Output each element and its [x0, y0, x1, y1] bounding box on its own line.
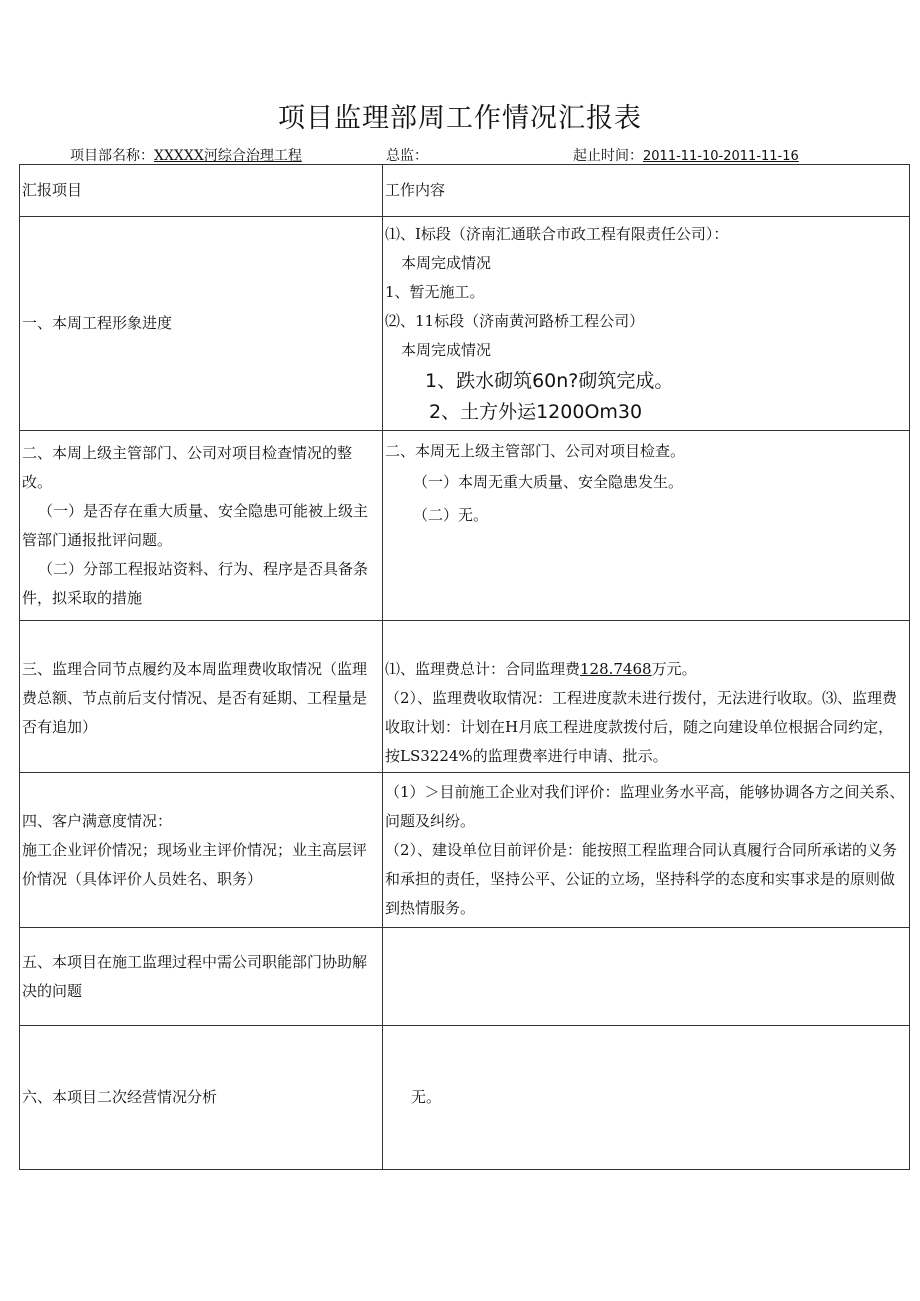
fee-total-amount: 128.7468: [580, 660, 652, 678]
report-table: [19, 164, 910, 1170]
supervisor-label: 总监：: [386, 148, 428, 164]
row-item: [20, 431, 383, 621]
header-content: 工作内容: [383, 165, 910, 217]
row-content: [383, 928, 910, 1026]
row-item: 一、本周工程形象进度: [20, 217, 383, 431]
item-text: 五、本项目在施工监理过程中需公司职能部门协助解决的问题: [22, 952, 368, 1000]
period-label: 起止时间：: [573, 148, 643, 164]
page-title: 项目监理部周工作情况汇报表: [278, 103, 642, 134]
table-row: [20, 431, 910, 621]
table-row: [20, 217, 910, 431]
row-item: [20, 621, 383, 773]
project-name-value: XXXXX河综合治理工程: [154, 148, 302, 164]
table-row: [20, 928, 910, 1026]
content-line: 本周完成情况: [401, 341, 492, 359]
item-line: 施工企业评价情况；现场业主评价情况；业主高层评价情况（具体评价人员姓名、职务）: [22, 840, 368, 888]
content-line: 无。: [411, 1088, 442, 1106]
row-content: [383, 217, 910, 431]
content-line: （一）本周无重大质量、安全隐患发生。: [413, 473, 684, 491]
content-line: 本周完成情况: [401, 254, 492, 272]
period-value: 2011-11-10-2011-11-16: [643, 149, 799, 164]
fee-total-prefix: ⑴、监理费总计：合同监理费: [385, 660, 581, 678]
content-paragraph: （1）＞目前施工企业对我们评价：监理业务水平高，能够协调各方之间关系、问题及纠纷。: [385, 782, 905, 830]
project-name: [70, 145, 302, 165]
content-line: ⑴、I标段（济南汇通联合市政工程有限责任公司）：: [385, 225, 729, 243]
content-line: ⑵、11标段（济南黄河路桥工程公司）: [385, 312, 645, 330]
supervisor: [386, 145, 428, 165]
project-name-label: 项目部名称：: [70, 148, 154, 164]
row-item: 六、本项目二次经营情况分析: [20, 1026, 383, 1170]
row-content: [383, 1026, 910, 1170]
item-line: （二）分部工程报站资料、行为、程序是否具备条件，拟采取的措施: [22, 559, 369, 607]
row-item: [20, 928, 383, 1026]
content-line: 二、本周无上级主管部门、公司对项目检查。: [385, 442, 686, 460]
table-row: [20, 621, 910, 773]
content-line: [385, 655, 908, 684]
item-line: （一）是否存在重大质量、安全隐患可能被上级主管部门通报批评问题。: [22, 501, 369, 549]
content-line: 1、暂无施工。: [385, 283, 485, 301]
content-paragraph: （2）、建设单位目前评价是：能按照工程监理合同认真履行合同所承诺的义务和承担的责任，坚持公平、公证的立场，坚持科学的态度和实事求是的原则做到热情服务。: [385, 840, 898, 917]
fee-total-suffix: 万元。: [651, 660, 697, 678]
item-line: 二、本周上级主管部门、公司对项目检查情况的整改。: [22, 443, 353, 491]
row-content: [383, 621, 910, 773]
table-header-row: [20, 165, 910, 217]
content-line: （二）无。: [413, 506, 489, 524]
content-paragraph: （2）、监理费收取情况：工程进度款未进行拨付，无法进行收取。⑶、监理费收取计划：计划在H月底工程进度款拨付后，随之向建设单位根据合同约定，按LS3224%的监理费率进行申请、批示。: [385, 689, 898, 765]
header-item: 汇报项目: [20, 165, 383, 217]
period: [573, 145, 799, 165]
content-line: 1、跌水砌筑60n?砌筑完成。: [425, 370, 674, 392]
item-text: 三、监理合同节点履约及本周监理费收取情况（监理费总额、节点前后支付情况、是否有延期、工程量是否有追加）: [22, 660, 368, 736]
row-content: [383, 431, 910, 621]
row-item: [20, 773, 383, 928]
table-row: [20, 1026, 910, 1170]
row-content: [383, 773, 910, 928]
item-line: 四、客户满意度情况：: [22, 811, 173, 830]
table-row: [20, 773, 910, 928]
content-line: 2、土方外运1200Om30: [429, 401, 643, 423]
